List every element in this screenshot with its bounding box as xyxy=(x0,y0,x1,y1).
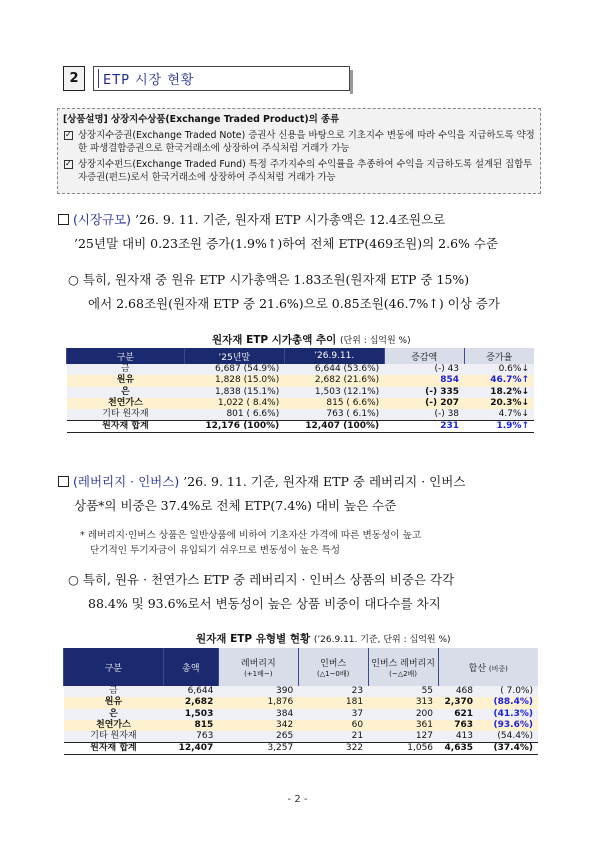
table-cell: 1.9%↑ xyxy=(464,421,534,433)
table-cell: 4.7%↓ xyxy=(464,409,534,421)
table-cell: 금 xyxy=(67,364,185,375)
table-cell: (37.4%) xyxy=(478,743,538,755)
table-cell: 천연가스 xyxy=(67,398,185,409)
table-row xyxy=(64,697,539,708)
table-row xyxy=(67,398,535,409)
section-title: ETP 시장 현황 xyxy=(98,69,195,88)
para1-line1: ’26. 9. 11. 기준, 원자재 ETP 시가총액은 12.4조원으로 xyxy=(135,212,446,227)
table-row xyxy=(67,409,535,421)
type-status-table xyxy=(63,648,538,755)
table-cell: 1,828 (15.0%) xyxy=(184,375,284,386)
table-cell: 127 xyxy=(368,731,438,743)
table-cell: ( 7.0%) xyxy=(478,686,538,697)
table-cell: 1,838 (15.1%) xyxy=(184,387,284,398)
section-header xyxy=(63,66,195,91)
table1-unit: (단위 : 십억원 %) xyxy=(339,336,411,346)
table-cell: 322 xyxy=(298,743,368,755)
table-cell: (41.3%) xyxy=(478,709,538,720)
page-number: - 2 - xyxy=(287,794,308,805)
column-header: 증감액 xyxy=(384,348,464,364)
table-header-row xyxy=(64,648,539,686)
table-cell: 1,503 xyxy=(163,709,218,720)
table-cell: (-) 207 xyxy=(384,398,464,409)
table-header-row xyxy=(67,348,535,364)
table-cell: 은 xyxy=(64,709,164,720)
table-row xyxy=(67,375,535,386)
table-cell: 181 xyxy=(298,697,368,708)
para2-line1: ’26. 9. 11. 기준, 원자재 ETP 중 레버리지 · 인버스 xyxy=(183,474,466,489)
market-size-tag: (시장규모) xyxy=(73,212,132,227)
header-leverage: 레버리지 xyxy=(240,658,276,669)
table-cell: 1,056 xyxy=(368,743,438,755)
table-cell: 763 xyxy=(163,731,218,743)
table-cell: 815 xyxy=(163,720,218,731)
table-cell: 기타 원자재 xyxy=(64,731,164,743)
market-cap-table xyxy=(66,348,534,433)
table2-unit: (’26.9.11. 기준, 단위 : 십억원 %) xyxy=(313,635,451,645)
table-cell: 3,257 xyxy=(218,743,298,755)
header-inverse-range: (△1~0배) xyxy=(316,669,350,678)
para2-line2: 상품*의 비중은 37.4%로 전체 ETP(7.4%) 대비 높은 수준 xyxy=(74,498,397,513)
checkbox-icon xyxy=(64,160,73,169)
table-total-row xyxy=(64,743,539,755)
table-cell: 384 xyxy=(218,709,298,720)
table-cell: 은 xyxy=(67,387,185,398)
description-title: [상품설명] 상장지수상품(Exchange Traded Product)의 종류 xyxy=(63,114,340,125)
table-cell: 23 xyxy=(298,686,368,697)
table-cell: 55 xyxy=(368,686,438,697)
column-header xyxy=(298,648,368,686)
table-cell: 원유 xyxy=(67,375,185,386)
table-row xyxy=(67,364,535,375)
table-row xyxy=(64,709,539,720)
table-cell: 361 xyxy=(368,720,438,731)
crude-oil-paragraph xyxy=(68,268,544,316)
header-share: (비중) xyxy=(488,664,508,673)
table-cell: 12,407 (100%) xyxy=(284,421,384,433)
table-cell: 200 xyxy=(368,709,438,720)
table1-title-wrap xyxy=(212,332,411,347)
market-size-paragraph xyxy=(58,208,544,256)
section-title-box xyxy=(93,66,350,91)
table-cell: 기타 원자재 xyxy=(67,409,185,421)
description-item-etn: 상장지수증권(Exchange Traded Note) 증권사 신용을 바탕으로 기초지수 변동에 따라 수익을 지급하도록 약정한 파생결합증권으로 한국거래소에 상장하여 주식처럼 거래가 가능 xyxy=(78,130,535,155)
column-header xyxy=(218,648,298,686)
table-cell: 37 xyxy=(298,709,368,720)
table-cell: 6,644 xyxy=(163,686,218,697)
table-cell: 342 xyxy=(218,720,298,731)
table-cell: 원유 xyxy=(64,697,164,708)
table2-title: 원자재 ETP 유형별 현황 xyxy=(196,633,311,645)
table-row xyxy=(67,387,535,398)
sub1-line1: ○ 특히, 원자재 중 원유 ETP 시가총액은 1.83조원(원자재 ETP 중 15%) xyxy=(68,272,470,287)
table-cell: 18.2%↓ xyxy=(464,387,534,398)
table-cell: 금 xyxy=(64,686,164,697)
table-cell: 621 xyxy=(438,709,478,720)
description-item-etf: 상장지수펀드(Exchange Traded Fund) 특정 주가지수의 수익률을 추종하여 수익을 지급하도록 설계된 집합투자증권(펀드)로서 한국거래소에 상장하여 주식처럼 거래가 가능 xyxy=(78,158,533,183)
description-item xyxy=(63,158,535,184)
table-cell: (54.4%) xyxy=(478,731,538,743)
table-cell: (-) 43 xyxy=(384,364,464,375)
table-cell: 390 xyxy=(218,686,298,697)
sub2-line1: ○ 특히, 원유 · 천연가스 ETP 중 레버리지 · 인버스 상품의 비중은 각각 xyxy=(68,572,455,587)
square-bullet-icon xyxy=(58,476,69,487)
checkbox-icon xyxy=(64,131,73,140)
header-leverage-range: (+1배~) xyxy=(244,669,273,678)
table-cell: 12,407 xyxy=(163,743,218,755)
table-cell: 원자재 합계 xyxy=(64,743,164,755)
table-cell: 763 ( 6.1%) xyxy=(284,409,384,421)
table-cell: 6,644 (53.6%) xyxy=(284,364,384,375)
column-header: 총액 xyxy=(163,648,218,686)
table-cell: 265 xyxy=(218,731,298,743)
table-cell: 12,176 (100%) xyxy=(184,421,284,433)
table-cell: 6,687 (54.9%) xyxy=(184,364,284,375)
table2-title-wrap xyxy=(196,631,451,646)
table-cell: 763 xyxy=(438,720,478,731)
column-header: 구분 xyxy=(67,348,185,364)
table-cell: 46.7%↑ xyxy=(464,375,534,386)
table-cell: 801 ( 6.6%) xyxy=(184,409,284,421)
section-number: 2 xyxy=(63,66,85,91)
header-sum: 합산 xyxy=(468,663,487,674)
table-cell: 21 xyxy=(298,731,368,743)
table-cell: 413 xyxy=(438,731,478,743)
note-line1: * 레버리지·인버스 상품은 일반상품에 비하여 기초자산 가격에 따른 변동성이 높고 xyxy=(80,530,422,541)
table-cell: 원자재 합계 xyxy=(67,421,185,433)
header-inverse: 인버스 xyxy=(320,658,347,669)
leverage-inverse-paragraph xyxy=(58,470,544,518)
table-row xyxy=(64,731,539,743)
table-cell: 1,503 (12.1%) xyxy=(284,387,384,398)
table-total-row xyxy=(67,421,535,433)
table-cell: (-) 38 xyxy=(384,409,464,421)
column-header xyxy=(368,648,438,686)
sub1-line2: 에서 2.68조원(원자재 ETP 중 21.6%)으로 0.85조원(46.7%↑) 이상 증가 xyxy=(88,296,500,311)
table-cell: 0.6%↓ xyxy=(464,364,534,375)
table-cell: 468 xyxy=(438,686,478,697)
table-cell: (88.4%) xyxy=(478,697,538,708)
table-row xyxy=(64,686,539,697)
sub2-line2: 88.4% 및 93.6%로서 변동성이 높은 상품 비중이 대다수를 차지 xyxy=(88,596,441,611)
table-cell: (-) 335 xyxy=(384,387,464,398)
table-cell: 854 xyxy=(384,375,464,386)
header-inverse-leverage: 인버스 레버리지 xyxy=(371,658,435,669)
column-header: 구분 xyxy=(64,648,164,686)
footnote xyxy=(80,528,542,558)
note-line2: 단기적인 투기자금이 유입되기 쉬우므로 변동성이 높은 특성 xyxy=(90,545,340,556)
leverage-tag: (레버리지 · 인버스) xyxy=(73,474,180,489)
table-cell: 1,876 xyxy=(218,697,298,708)
table-cell: 60 xyxy=(298,720,368,731)
para1-line2: ’25년말 대비 0.23조원 증가(1.9%↑)하여 전체 ETP(469조원)의 2.6% 수준 xyxy=(74,236,499,251)
column-header: ’26.9.11. xyxy=(284,348,384,364)
table1-title: 원자재 ETP 시가총액 추이 xyxy=(212,334,337,346)
product-description-box xyxy=(57,108,541,194)
square-bullet-icon xyxy=(58,214,69,225)
table-cell: 231 xyxy=(384,421,464,433)
table-cell: 2,682 (21.6%) xyxy=(284,375,384,386)
description-item xyxy=(63,129,535,155)
table-cell: 815 ( 6.6%) xyxy=(284,398,384,409)
table-cell: 20.3%↓ xyxy=(464,398,534,409)
table-cell: 313 xyxy=(368,697,438,708)
header-inverse-leverage-range: (~△2배) xyxy=(389,669,418,678)
table-cell: 1,022 ( 8.4%) xyxy=(184,398,284,409)
table-cell: 4,635 xyxy=(438,743,478,755)
column-header: 증가율 xyxy=(464,348,534,364)
table-row xyxy=(64,720,539,731)
column-header xyxy=(438,648,538,686)
column-header: ’25년말 xyxy=(184,348,284,364)
table-cell: 2,370 xyxy=(438,697,478,708)
table-cell: 천연가스 xyxy=(64,720,164,731)
table-cell: (93.6%) xyxy=(478,720,538,731)
oil-gas-paragraph xyxy=(68,568,544,616)
table-cell: 2,682 xyxy=(163,697,218,708)
